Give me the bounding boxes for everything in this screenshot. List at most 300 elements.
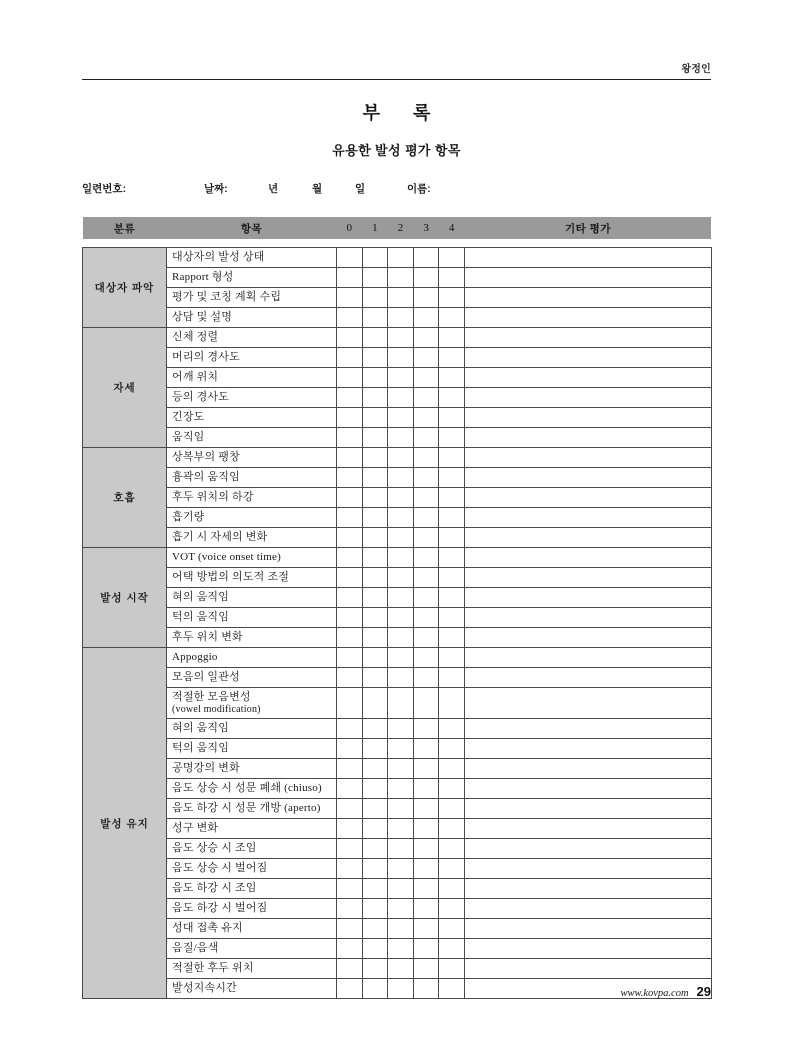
score-checkbox-cell-4[interactable] xyxy=(439,348,465,368)
score-checkbox-cell-4[interactable] xyxy=(439,819,465,839)
score-checkbox-cell-3[interactable] xyxy=(413,859,439,879)
item-label-cell: 흡기량 xyxy=(167,508,337,528)
score-checkbox-cell-0[interactable] xyxy=(337,608,363,628)
score-checkbox-cell-3[interactable] xyxy=(413,468,439,488)
score-checkbox-cell-4[interactable] xyxy=(439,508,465,528)
score-checkbox-cell-0[interactable] xyxy=(337,348,363,368)
score-checkbox-cell-0[interactable] xyxy=(337,588,363,608)
etc-note-cell[interactable] xyxy=(464,668,711,688)
score-checkbox-cell-1[interactable] xyxy=(362,308,388,328)
score-checkbox-cell-4[interactable] xyxy=(439,959,465,979)
item-label-cell: 공명강의 변화 xyxy=(167,759,337,779)
score-checkbox-cell-2[interactable] xyxy=(388,288,414,308)
score-checkbox-cell-1[interactable] xyxy=(362,919,388,939)
score-checkbox-cell-3[interactable] xyxy=(413,779,439,799)
table-row xyxy=(83,759,712,779)
score-checkbox-cell-0[interactable] xyxy=(337,528,363,548)
score-checkbox-cell-4[interactable] xyxy=(439,288,465,308)
etc-note-cell[interactable] xyxy=(464,919,711,939)
name-label: 이름: xyxy=(407,183,431,195)
etc-note-cell[interactable] xyxy=(464,428,711,448)
footer-site: www.kovpa.com xyxy=(620,988,689,999)
score-checkbox-cell-0[interactable] xyxy=(337,879,363,899)
score-checkbox-cell-3[interactable] xyxy=(413,488,439,508)
score-checkbox-cell-0[interactable] xyxy=(337,899,363,919)
serial-number-label: 일련번호: xyxy=(82,183,127,195)
score-checkbox-cell-1[interactable] xyxy=(362,408,388,428)
score-checkbox-cell-2[interactable] xyxy=(388,719,414,739)
table-row xyxy=(83,348,712,368)
etc-note-cell[interactable] xyxy=(464,448,711,468)
score-checkbox-cell-1[interactable] xyxy=(362,739,388,759)
etc-note-cell[interactable] xyxy=(464,899,711,919)
score-checkbox-cell-1[interactable] xyxy=(362,328,388,348)
score-checkbox-cell-3[interactable] xyxy=(413,448,439,468)
score-checkbox-cell-0[interactable] xyxy=(337,719,363,739)
score-checkbox-cell-0[interactable] xyxy=(337,328,363,348)
score-checkbox-cell-3[interactable] xyxy=(413,568,439,588)
table-row xyxy=(83,688,712,719)
score-checkbox-cell-3[interactable] xyxy=(413,819,439,839)
table-row xyxy=(83,548,712,568)
score-checkbox-cell-2[interactable] xyxy=(388,608,414,628)
page-footer xyxy=(82,983,711,1001)
score-checkbox-cell-1[interactable] xyxy=(362,759,388,779)
score-checkbox-cell-1[interactable] xyxy=(362,819,388,839)
score-checkbox-cell-2[interactable] xyxy=(388,779,414,799)
score-checkbox-cell-1[interactable] xyxy=(362,859,388,879)
score-checkbox-cell-3[interactable] xyxy=(413,528,439,548)
score-checkbox-cell-0[interactable] xyxy=(337,819,363,839)
score-checkbox-cell-0[interactable] xyxy=(337,568,363,588)
score-checkbox-cell-0[interactable] xyxy=(337,939,363,959)
score-checkbox-cell-2[interactable] xyxy=(388,628,414,648)
score-checkbox-cell-2[interactable] xyxy=(388,548,414,568)
score-checkbox-cell-4[interactable] xyxy=(439,739,465,759)
score-checkbox-cell-3[interactable] xyxy=(413,719,439,739)
score-checkbox-cell-2[interactable] xyxy=(388,799,414,819)
etc-note-cell[interactable] xyxy=(464,799,711,819)
score-checkbox-cell-0[interactable] xyxy=(337,368,363,388)
score-checkbox-cell-4[interactable] xyxy=(439,328,465,348)
score-checkbox-cell-1[interactable] xyxy=(362,628,388,648)
etc-note-cell[interactable] xyxy=(464,548,711,568)
score-checkbox-cell-3[interactable] xyxy=(413,628,439,648)
assessment-table xyxy=(82,217,712,999)
header-etc: 기타 평가 xyxy=(464,217,711,239)
score-checkbox-cell-4[interactable] xyxy=(439,448,465,468)
score-checkbox-cell-1[interactable] xyxy=(362,388,388,408)
score-checkbox-cell-2[interactable] xyxy=(388,508,414,528)
etc-note-cell[interactable] xyxy=(464,528,711,548)
etc-note-cell[interactable] xyxy=(464,779,711,799)
score-checkbox-cell-2[interactable] xyxy=(388,488,414,508)
score-checkbox-cell-1[interactable] xyxy=(362,488,388,508)
score-checkbox-cell-4[interactable] xyxy=(439,388,465,408)
header-category: 분류 xyxy=(83,217,167,239)
score-checkbox-cell-0[interactable] xyxy=(337,508,363,528)
table-row xyxy=(83,388,712,408)
score-checkbox-cell-3[interactable] xyxy=(413,739,439,759)
score-checkbox-cell-0[interactable] xyxy=(337,839,363,859)
item-label-cell: 신체 정렬 xyxy=(167,328,337,348)
month-label: 월 xyxy=(312,183,323,195)
score-checkbox-cell-4[interactable] xyxy=(439,528,465,548)
score-checkbox-cell-1[interactable] xyxy=(362,548,388,568)
score-checkbox-cell-4[interactable] xyxy=(439,859,465,879)
score-checkbox-cell-0[interactable] xyxy=(337,959,363,979)
page-title: 부 록 xyxy=(362,103,445,123)
score-checkbox-cell-2[interactable] xyxy=(388,879,414,899)
etc-note-cell[interactable] xyxy=(464,739,711,759)
score-checkbox-cell-0[interactable] xyxy=(337,759,363,779)
score-checkbox-cell-4[interactable] xyxy=(439,268,465,288)
score-checkbox-cell-2[interactable] xyxy=(388,588,414,608)
score-checkbox-cell-4[interactable] xyxy=(439,628,465,648)
score-checkbox-cell-3[interactable] xyxy=(413,799,439,819)
item-label-cell: 혀의 움직임 xyxy=(167,588,337,608)
score-checkbox-cell-1[interactable] xyxy=(362,719,388,739)
score-checkbox-cell-3[interactable] xyxy=(413,308,439,328)
score-checkbox-cell-4[interactable] xyxy=(439,468,465,488)
score-checkbox-cell-2[interactable] xyxy=(388,668,414,688)
score-checkbox-cell-4[interactable] xyxy=(439,608,465,628)
score-checkbox-cell-2[interactable] xyxy=(388,308,414,328)
etc-note-cell[interactable] xyxy=(464,628,711,648)
score-checkbox-cell-0[interactable] xyxy=(337,668,363,688)
table-row xyxy=(83,568,712,588)
etc-note-cell[interactable] xyxy=(464,368,711,388)
score-checkbox-cell-2[interactable] xyxy=(388,468,414,488)
score-checkbox-cell-1[interactable] xyxy=(362,288,388,308)
score-checkbox-cell-4[interactable] xyxy=(439,368,465,388)
form-field-row xyxy=(82,181,711,197)
etc-note-cell[interactable] xyxy=(464,839,711,859)
score-checkbox-cell-1[interactable] xyxy=(362,368,388,388)
item-label-cell: 음도 하강 시 벌어짐 xyxy=(167,899,337,919)
score-checkbox-cell-2[interactable] xyxy=(388,648,414,668)
item-label-main: 적절한 모음변성 xyxy=(172,690,251,703)
score-checkbox-cell-3[interactable] xyxy=(413,959,439,979)
etc-note-cell[interactable] xyxy=(464,508,711,528)
etc-note-cell[interactable] xyxy=(464,568,711,588)
score-checkbox-cell-4[interactable] xyxy=(439,668,465,688)
score-checkbox-cell-3[interactable] xyxy=(413,248,439,268)
item-label-cell: Appoggio xyxy=(167,648,337,668)
page-subtitle: 유용한 발성 평가 항목 xyxy=(332,143,461,158)
score-checkbox-cell-1[interactable] xyxy=(362,668,388,688)
etc-note-cell[interactable] xyxy=(464,719,711,739)
item-label-cell: 상복부의 팽창 xyxy=(167,448,337,468)
table-row xyxy=(83,468,712,488)
score-checkbox-cell-4[interactable] xyxy=(439,899,465,919)
score-checkbox-cell-1[interactable] xyxy=(362,839,388,859)
etc-note-cell[interactable] xyxy=(464,408,711,428)
score-checkbox-cell-2[interactable] xyxy=(388,388,414,408)
score-checkbox-cell-0[interactable] xyxy=(337,739,363,759)
category-cell: 자세 xyxy=(83,328,167,448)
item-label-cell: 음도 상승 시 조임 xyxy=(167,839,337,859)
item-label-cell: 어깨 위치 xyxy=(167,368,337,388)
score-checkbox-cell-2[interactable] xyxy=(388,819,414,839)
etc-note-cell[interactable] xyxy=(464,248,711,268)
etc-note-cell[interactable] xyxy=(464,648,711,668)
item-label-cell: 상담 및 설명 xyxy=(167,308,337,328)
score-checkbox-cell-1[interactable] xyxy=(362,608,388,628)
item-label-cell: 후두 위치 변화 xyxy=(167,628,337,648)
item-label-cell: 흉곽의 움직임 xyxy=(167,468,337,488)
etc-note-cell[interactable] xyxy=(464,308,711,328)
item-label-cell: 어택 방법의 의도적 조절 xyxy=(167,568,337,588)
header-score-1: 1 xyxy=(362,217,388,239)
item-label-cell: 음도 상승 시 벌어짐 xyxy=(167,859,337,879)
etc-note-cell[interactable] xyxy=(464,488,711,508)
header-rule xyxy=(82,79,711,80)
table-row xyxy=(83,919,712,939)
score-checkbox-cell-4[interactable] xyxy=(439,759,465,779)
score-checkbox-cell-2[interactable] xyxy=(388,899,414,919)
score-checkbox-cell-2[interactable] xyxy=(388,528,414,548)
etc-note-cell[interactable] xyxy=(464,688,711,719)
score-checkbox-cell-2[interactable] xyxy=(388,248,414,268)
score-checkbox-cell-1[interactable] xyxy=(362,248,388,268)
score-checkbox-cell-4[interactable] xyxy=(439,799,465,819)
score-checkbox-cell-4[interactable] xyxy=(439,408,465,428)
score-checkbox-cell-3[interactable] xyxy=(413,648,439,668)
score-checkbox-cell-3[interactable] xyxy=(413,668,439,688)
score-checkbox-cell-4[interactable] xyxy=(439,919,465,939)
score-checkbox-cell-3[interactable] xyxy=(413,408,439,428)
score-checkbox-cell-4[interactable] xyxy=(439,939,465,959)
score-checkbox-cell-3[interactable] xyxy=(413,388,439,408)
table-row xyxy=(83,288,712,308)
category-cell: 발성 유지 xyxy=(83,648,167,999)
table-row xyxy=(83,488,712,508)
score-checkbox-cell-2[interactable] xyxy=(388,839,414,859)
score-checkbox-cell-1[interactable] xyxy=(362,879,388,899)
score-checkbox-cell-2[interactable] xyxy=(388,428,414,448)
etc-note-cell[interactable] xyxy=(464,819,711,839)
item-label-cell: 음도 상승 시 성문 폐쇄 (chiuso) xyxy=(167,779,337,799)
score-checkbox-cell-0[interactable] xyxy=(337,268,363,288)
score-checkbox-cell-4[interactable] xyxy=(439,688,465,719)
score-checkbox-cell-4[interactable] xyxy=(439,488,465,508)
item-label-cell: 모음의 일관성 xyxy=(167,668,337,688)
score-checkbox-cell-0[interactable] xyxy=(337,779,363,799)
score-checkbox-cell-4[interactable] xyxy=(439,588,465,608)
score-checkbox-cell-1[interactable] xyxy=(362,959,388,979)
item-label-cell: 음도 하강 시 조임 xyxy=(167,879,337,899)
score-checkbox-cell-1[interactable] xyxy=(362,568,388,588)
score-checkbox-cell-2[interactable] xyxy=(388,959,414,979)
etc-note-cell[interactable] xyxy=(464,859,711,879)
table-row xyxy=(83,328,712,348)
score-checkbox-cell-3[interactable] xyxy=(413,759,439,779)
etc-note-cell[interactable] xyxy=(464,268,711,288)
table-row xyxy=(83,528,712,548)
score-checkbox-cell-1[interactable] xyxy=(362,688,388,719)
score-checkbox-cell-2[interactable] xyxy=(388,408,414,428)
score-checkbox-cell-0[interactable] xyxy=(337,799,363,819)
score-checkbox-cell-2[interactable] xyxy=(388,268,414,288)
item-label-cell: 움직임 xyxy=(167,428,337,448)
score-checkbox-cell-1[interactable] xyxy=(362,428,388,448)
table-head xyxy=(83,217,712,239)
score-checkbox-cell-1[interactable] xyxy=(362,448,388,468)
score-checkbox-cell-3[interactable] xyxy=(413,688,439,719)
score-checkbox-cell-1[interactable] xyxy=(362,799,388,819)
date-label: 날짜: xyxy=(204,183,228,195)
table-row xyxy=(83,899,712,919)
etc-note-cell[interactable] xyxy=(464,288,711,308)
score-checkbox-cell-1[interactable] xyxy=(362,268,388,288)
item-label-cell: 발성지속시간 xyxy=(167,979,337,999)
score-checkbox-cell-0[interactable] xyxy=(337,688,363,719)
item-label-cell: 등의 경사도 xyxy=(167,388,337,408)
score-checkbox-cell-4[interactable] xyxy=(439,308,465,328)
score-checkbox-cell-1[interactable] xyxy=(362,508,388,528)
table-row xyxy=(83,628,712,648)
header-score-3: 3 xyxy=(413,217,439,239)
score-checkbox-cell-1[interactable] xyxy=(362,348,388,368)
etc-note-cell[interactable] xyxy=(464,608,711,628)
score-checkbox-cell-3[interactable] xyxy=(413,268,439,288)
score-checkbox-cell-2[interactable] xyxy=(388,568,414,588)
score-checkbox-cell-0[interactable] xyxy=(337,288,363,308)
score-checkbox-cell-3[interactable] xyxy=(413,328,439,348)
score-checkbox-cell-2[interactable] xyxy=(388,368,414,388)
category-cell: 발성 시작 xyxy=(83,548,167,648)
score-checkbox-cell-4[interactable] xyxy=(439,428,465,448)
score-checkbox-cell-4[interactable] xyxy=(439,779,465,799)
score-checkbox-cell-3[interactable] xyxy=(413,428,439,448)
score-checkbox-cell-3[interactable] xyxy=(413,508,439,528)
score-checkbox-cell-2[interactable] xyxy=(388,328,414,348)
score-checkbox-cell-3[interactable] xyxy=(413,348,439,368)
score-checkbox-cell-2[interactable] xyxy=(388,919,414,939)
item-label-cell: 혀의 움직임 xyxy=(167,719,337,739)
score-checkbox-cell-1[interactable] xyxy=(362,588,388,608)
score-checkbox-cell-1[interactable] xyxy=(362,939,388,959)
score-checkbox-cell-0[interactable] xyxy=(337,428,363,448)
score-checkbox-cell-0[interactable] xyxy=(337,468,363,488)
etc-note-cell[interactable] xyxy=(464,939,711,959)
score-checkbox-cell-3[interactable] xyxy=(413,899,439,919)
score-checkbox-cell-0[interactable] xyxy=(337,859,363,879)
table-row xyxy=(83,799,712,819)
etc-note-cell[interactable] xyxy=(464,468,711,488)
score-checkbox-cell-1[interactable] xyxy=(362,899,388,919)
category-cell: 호흡 xyxy=(83,448,167,548)
table-row xyxy=(83,428,712,448)
score-checkbox-cell-0[interactable] xyxy=(337,648,363,668)
item-label-cell: 긴장도 xyxy=(167,408,337,428)
score-checkbox-cell-0[interactable] xyxy=(337,248,363,268)
score-checkbox-cell-2[interactable] xyxy=(388,939,414,959)
score-checkbox-cell-0[interactable] xyxy=(337,919,363,939)
etc-note-cell[interactable] xyxy=(464,879,711,899)
score-checkbox-cell-3[interactable] xyxy=(413,919,439,939)
score-checkbox-cell-4[interactable] xyxy=(439,879,465,899)
day-label: 일 xyxy=(355,183,366,195)
score-checkbox-cell-3[interactable] xyxy=(413,588,439,608)
item-label-cell: 턱의 움직임 xyxy=(167,608,337,628)
table-row xyxy=(83,408,712,428)
table-row xyxy=(83,308,712,328)
item-label-cell: 음도 하강 시 성문 개방 (aperto) xyxy=(167,799,337,819)
category-cell: 대상자 파악 xyxy=(83,248,167,328)
table-row xyxy=(83,879,712,899)
score-checkbox-cell-2[interactable] xyxy=(388,448,414,468)
score-checkbox-cell-3[interactable] xyxy=(413,839,439,859)
score-checkbox-cell-4[interactable] xyxy=(439,719,465,739)
etc-note-cell[interactable] xyxy=(464,959,711,979)
table-row xyxy=(83,839,712,859)
score-checkbox-cell-1[interactable] xyxy=(362,779,388,799)
score-checkbox-cell-1[interactable] xyxy=(362,468,388,488)
score-checkbox-cell-2[interactable] xyxy=(388,739,414,759)
item-label-cell: 후두 위치의 하강 xyxy=(167,488,337,508)
score-checkbox-cell-0[interactable] xyxy=(337,488,363,508)
score-checkbox-cell-4[interactable] xyxy=(439,839,465,859)
table-row xyxy=(83,779,712,799)
score-checkbox-cell-0[interactable] xyxy=(337,408,363,428)
item-label-cell: VOT (voice onset time) xyxy=(167,548,337,568)
item-label-cell: 평가 및 코칭 계획 수립 xyxy=(167,288,337,308)
score-checkbox-cell-1[interactable] xyxy=(362,648,388,668)
etc-note-cell[interactable] xyxy=(464,588,711,608)
table-row xyxy=(83,448,712,468)
table-row xyxy=(83,648,712,668)
score-checkbox-cell-4[interactable] xyxy=(439,568,465,588)
table-row xyxy=(83,368,712,388)
etc-note-cell[interactable] xyxy=(464,328,711,348)
score-checkbox-cell-3[interactable] xyxy=(413,608,439,628)
score-checkbox-cell-4[interactable] xyxy=(439,648,465,668)
score-checkbox-cell-2[interactable] xyxy=(388,859,414,879)
etc-note-cell[interactable] xyxy=(464,759,711,779)
score-checkbox-cell-3[interactable] xyxy=(413,368,439,388)
table-header-row xyxy=(83,217,712,239)
table-row xyxy=(83,959,712,979)
score-checkbox-cell-0[interactable] xyxy=(337,448,363,468)
etc-note-cell[interactable] xyxy=(464,388,711,408)
score-checkbox-cell-0[interactable] xyxy=(337,308,363,328)
score-checkbox-cell-0[interactable] xyxy=(337,388,363,408)
score-checkbox-cell-2[interactable] xyxy=(388,688,414,719)
etc-note-cell[interactable] xyxy=(464,348,711,368)
table-row xyxy=(83,719,712,739)
score-checkbox-cell-0[interactable] xyxy=(337,628,363,648)
score-checkbox-cell-3[interactable] xyxy=(413,939,439,959)
score-checkbox-cell-2[interactable] xyxy=(388,348,414,368)
score-checkbox-cell-1[interactable] xyxy=(362,528,388,548)
score-checkbox-cell-4[interactable] xyxy=(439,548,465,568)
item-label-sub: (vowel modification) xyxy=(172,703,261,715)
table-row xyxy=(83,248,712,268)
header-score-2: 2 xyxy=(388,217,414,239)
header-score-4: 4 xyxy=(439,217,465,239)
score-checkbox-cell-3[interactable] xyxy=(413,288,439,308)
score-checkbox-cell-4[interactable] xyxy=(439,248,465,268)
year-label: 년 xyxy=(268,183,279,195)
score-checkbox-cell-3[interactable] xyxy=(413,548,439,568)
footer-page-number: 29 xyxy=(696,984,711,999)
score-checkbox-cell-2[interactable] xyxy=(388,759,414,779)
score-checkbox-cell-3[interactable] xyxy=(413,879,439,899)
table-row xyxy=(83,588,712,608)
score-checkbox-cell-0[interactable] xyxy=(337,548,363,568)
